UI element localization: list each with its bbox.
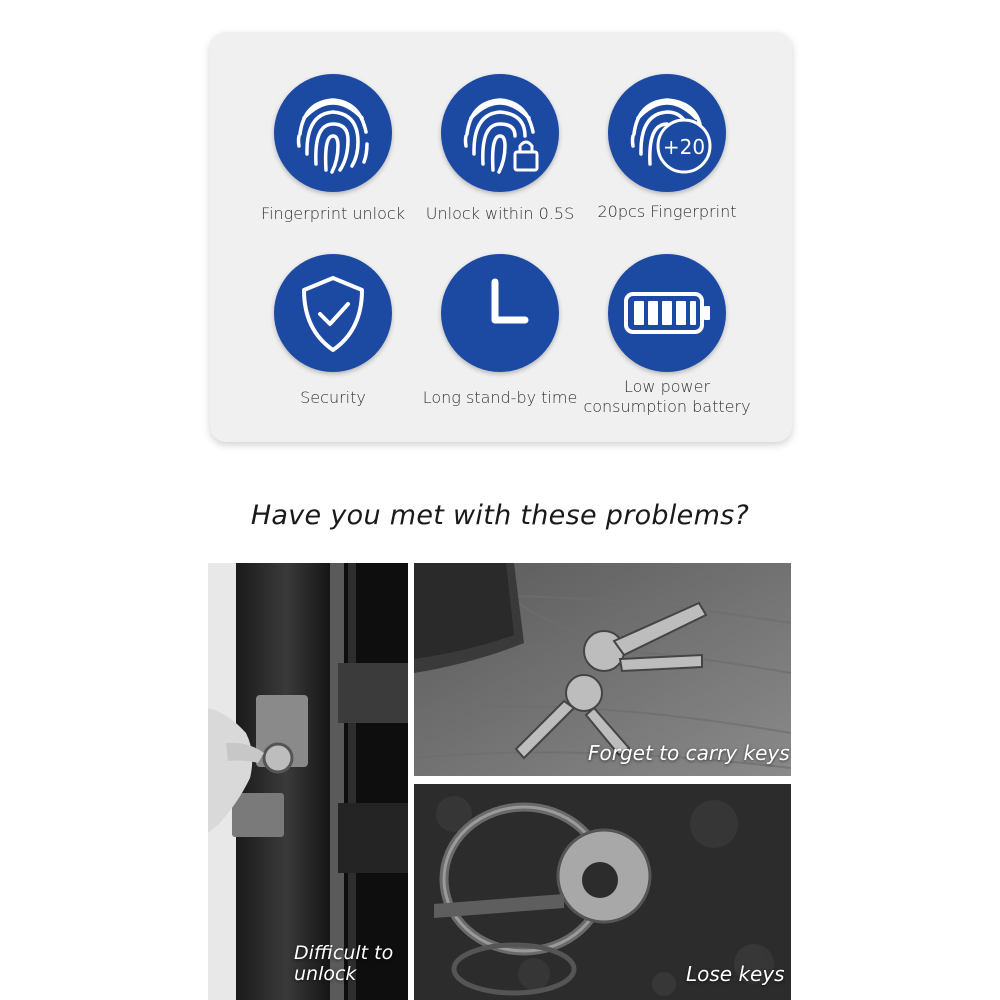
door-caption-line1: Difficult to xyxy=(294,942,394,964)
battery-icon xyxy=(608,254,726,372)
feature-label-battery-line1: Low power xyxy=(623,377,711,396)
feature-label-battery xyxy=(567,377,767,417)
plus20-badge: +20 xyxy=(662,135,706,159)
keys-on-table-photo xyxy=(414,563,791,776)
features-card xyxy=(210,32,792,442)
door-caption-line2: unlock xyxy=(294,963,357,985)
feature-label-security: Security xyxy=(300,388,366,407)
fingerprint-lock-icon xyxy=(441,74,559,192)
fingerprint-icon xyxy=(274,74,392,192)
feature-label-fingerprint-unlock: Fingerprint unlock xyxy=(261,204,405,223)
feature-label-battery-line2: consumption battery xyxy=(583,397,751,416)
fingerprint-plus20-icon xyxy=(608,74,726,192)
shield-check-icon xyxy=(274,254,392,372)
ring-caption: Lose keys xyxy=(686,962,785,986)
feature-label-unlock-within: Unlock within 0.5S xyxy=(425,204,575,223)
keys-caption: Forget to carry keys xyxy=(588,741,790,765)
door-caption xyxy=(294,943,393,985)
clock-icon xyxy=(441,254,559,372)
problems-headline: Have you met with these problems? xyxy=(250,500,750,531)
key-ring-photo xyxy=(414,784,791,1000)
feature-label-20pcs: 20pcs Fingerprint xyxy=(597,202,737,221)
feature-label-standby: Long stand-by time xyxy=(422,388,578,407)
door-lock-photo xyxy=(208,563,408,1000)
